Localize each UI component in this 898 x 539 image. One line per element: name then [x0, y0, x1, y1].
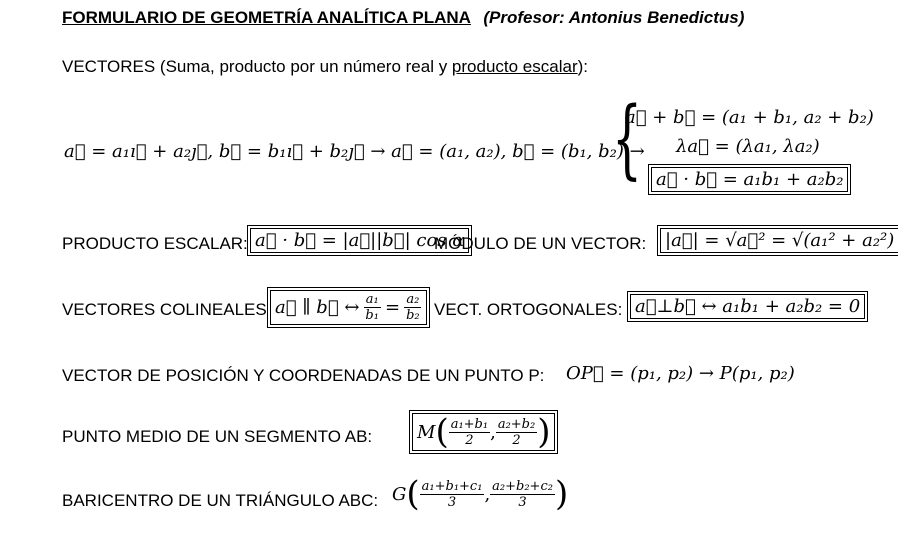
baricentro-num1: a₁+b₁+c₁: [421, 478, 483, 494]
vectores-heading: [62, 57, 588, 77]
posicion-formula: OP⃗ = (p₁, p₂) → P(p₁, p₂): [566, 363, 795, 384]
posicion-label: VECTOR DE POSICIÓN Y COORDENADAS DE UN PUNTO P:: [62, 366, 545, 385]
modulo-label: MÓDULO DE UN VECTOR:: [434, 234, 647, 253]
comma-separator: ,: [490, 421, 496, 443]
punto-medio-num2: a₂+b₂: [497, 416, 536, 432]
vectores-label-underlined: producto escalar: [451, 57, 578, 76]
baricentro-den2: 3: [518, 494, 527, 510]
header: [62, 8, 744, 28]
vector-definition: a⃗ = a₁ı⃗ + a₂ȷ⃗, b⃗ = b₁ı⃗ + b₂ȷ⃗ → a⃗ = (a₁, a₂), b⃗ = (b₁, b₂) →: [64, 141, 645, 162]
colineales-lhs: a⃗ ∥ b⃗ ↔: [275, 297, 360, 318]
baricentro-label: BARICENTRO DE UN TRIÁNGULO ABC:: [62, 491, 379, 510]
punto-medio-fraction-2: [496, 417, 537, 448]
comma-separator: ,: [484, 483, 491, 505]
punto-medio-fn: M: [417, 421, 436, 443]
punto-medio-den1: 2: [465, 432, 474, 448]
punto-medio-formula: [412, 413, 555, 451]
producto-escalar-formula: a⃗ · b⃗ = |a⃗||b⃗| cos α: [250, 228, 469, 253]
brace-symbol: {: [612, 89, 643, 189]
page-title: FORMULARIO DE GEOMETRÍA ANALÍTICA PLANA: [62, 8, 471, 27]
vector-scalar-mult: λa⃗ = (λa₁, λa₂): [676, 136, 820, 157]
ortogonales-label: VECT. ORTOGONALES:: [434, 300, 623, 319]
left-paren-icon: (: [435, 412, 449, 452]
colineales-num1: a₁: [365, 292, 379, 307]
baricentro-fraction-1: [420, 479, 485, 510]
producto-escalar-label: PRODUCTO ESCALAR:: [62, 234, 248, 253]
colineales-formula: [270, 290, 427, 325]
left-paren-icon: (: [406, 474, 420, 514]
punto-medio-den2: 2: [512, 432, 521, 448]
baricentro-fraction-2: [490, 479, 555, 510]
modulo-formula: |a⃗| = √a⃗² = √(a₁² + a₂²): [660, 228, 898, 253]
colineales-den2: b₂: [406, 308, 420, 323]
baricentro-fn: G: [392, 483, 407, 505]
punto-medio-fraction-1: [449, 417, 490, 448]
colineales-label: VECTORES COLINEALES:: [62, 300, 272, 319]
vectores-label-suffix: ):: [577, 57, 588, 76]
baricentro-formula: [392, 474, 569, 514]
colineales-fraction-2: [404, 292, 422, 323]
vector-sum: a⃗ + b⃗ = (a₁ + b₁, a₂ + b₂): [625, 107, 874, 128]
colineales-fraction-1: [363, 292, 381, 323]
vectores-label-prefix: VECTORES (Suma, producto por un número real y: [62, 57, 452, 76]
professor-credit: (Profesor: Antonius Benedictus): [483, 8, 745, 27]
right-paren-icon: ): [537, 412, 551, 452]
ortogonales-formula: a⃗⊥b⃗ ↔ a₁b₁ + a₂b₂ = 0: [630, 294, 865, 319]
colineales-num2: a₂: [406, 292, 420, 307]
baricentro-den1: 3: [447, 494, 457, 510]
vector-dot-product: a⃗ · b⃗ = a₁b₁ + a₂b₂: [651, 167, 848, 192]
colineales-equals: =: [384, 297, 401, 318]
colineales-den1: b₁: [365, 308, 379, 323]
baricentro-num2: a₂+b₂+c₂: [492, 478, 553, 494]
punto-medio-num1: a₁+b₁: [450, 416, 489, 432]
right-paren-icon: ): [554, 474, 569, 514]
punto-medio-label: PUNTO MEDIO DE UN SEGMENTO AB:: [62, 427, 373, 446]
